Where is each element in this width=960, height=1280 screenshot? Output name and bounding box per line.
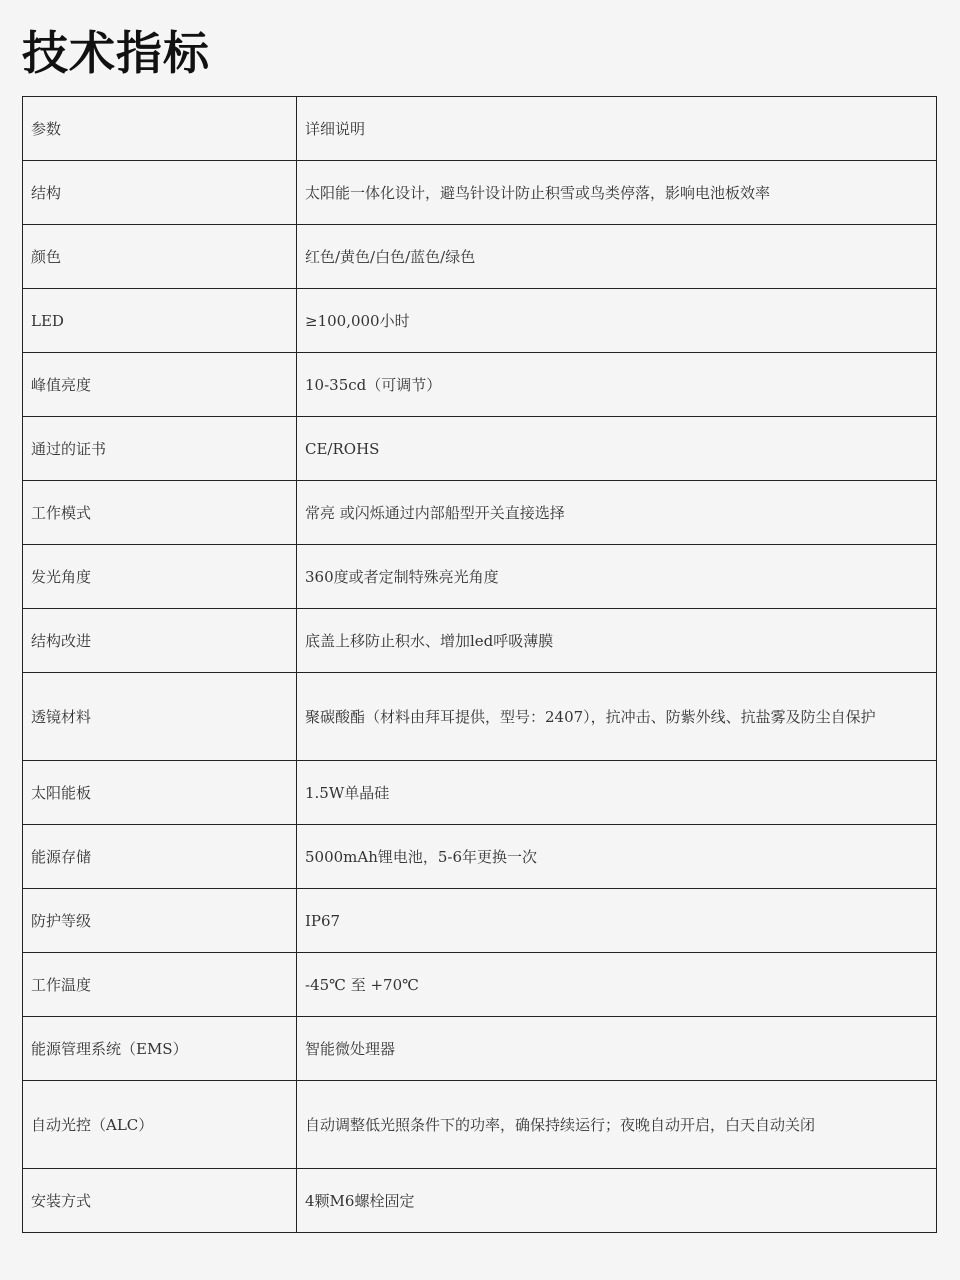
param-cell: 颜色: [23, 225, 297, 289]
param-cell: 峰值亮度: [23, 353, 297, 417]
table-row: [23, 353, 937, 417]
table-row: [23, 1169, 937, 1233]
detail-cell: 聚碳酸酯（材料由拜耳提供，型号：2407），抗冲击、防紫外线、抗盐雾及防尘自保护: [297, 673, 937, 761]
detail-cell: 常亮 或闪烁通过内部船型开关直接选择: [297, 481, 937, 545]
table-row: [23, 825, 937, 889]
table-row: [23, 889, 937, 953]
page-title: 技术指标: [22, 26, 210, 80]
header-detail: 详细说明: [297, 97, 937, 161]
param-cell: 结构: [23, 161, 297, 225]
detail-cell: 360度或者定制特殊亮光角度: [297, 545, 937, 609]
detail-cell: 智能微处理器: [297, 1017, 937, 1081]
detail-cell: 太阳能一体化设计，避鸟针设计防止积雪或鸟类停落，影响电池板效率: [297, 161, 937, 225]
table-row: [23, 673, 937, 761]
table-row: [23, 289, 937, 353]
param-cell: 结构改进: [23, 609, 297, 673]
table-row: [23, 417, 937, 481]
detail-cell: -45℃ 至 +70℃: [297, 953, 937, 1017]
table-row: [23, 481, 937, 545]
table-row: [23, 953, 937, 1017]
table-row: [23, 1081, 937, 1169]
detail-cell: ≥100,000小时: [297, 289, 937, 353]
param-cell: 太阳能板: [23, 761, 297, 825]
param-cell: 通过的证书: [23, 417, 297, 481]
detail-cell: 10-35cd（可调节）: [297, 353, 937, 417]
param-cell: 工作模式: [23, 481, 297, 545]
detail-cell: 红色/黄色/白色/蓝色/绿色: [297, 225, 937, 289]
param-cell: 防护等级: [23, 889, 297, 953]
param-cell: 透镜材料: [23, 673, 297, 761]
header-param: 参数: [23, 97, 297, 161]
table-header-row: [23, 97, 937, 161]
detail-cell: 自动调整低光照条件下的功率，确保持续运行；夜晚自动开启，白天自动关闭: [297, 1081, 937, 1169]
table-row: [23, 761, 937, 825]
detail-cell: 5000mAh锂电池，5-6年更换一次: [297, 825, 937, 889]
table-row: [23, 1017, 937, 1081]
table-row: [23, 545, 937, 609]
detail-cell: 1.5W单晶硅: [297, 761, 937, 825]
table-row: [23, 161, 937, 225]
detail-cell: 4颗M6螺栓固定: [297, 1169, 937, 1233]
param-cell: 能源存储: [23, 825, 297, 889]
detail-cell: IP67: [297, 889, 937, 953]
param-cell: 发光角度: [23, 545, 297, 609]
detail-cell: 底盖上移防止积水、增加led呼吸薄膜: [297, 609, 937, 673]
table-row: [23, 609, 937, 673]
spec-table: [22, 96, 937, 1233]
table-row: [23, 225, 937, 289]
param-cell: 工作温度: [23, 953, 297, 1017]
param-cell: LED: [23, 289, 297, 353]
detail-cell: CE/ROHS: [297, 417, 937, 481]
param-cell: 能源管理系统（EMS）: [23, 1017, 297, 1081]
param-cell: 安装方式: [23, 1169, 297, 1233]
param-cell: 自动光控（ALC）: [23, 1081, 297, 1169]
